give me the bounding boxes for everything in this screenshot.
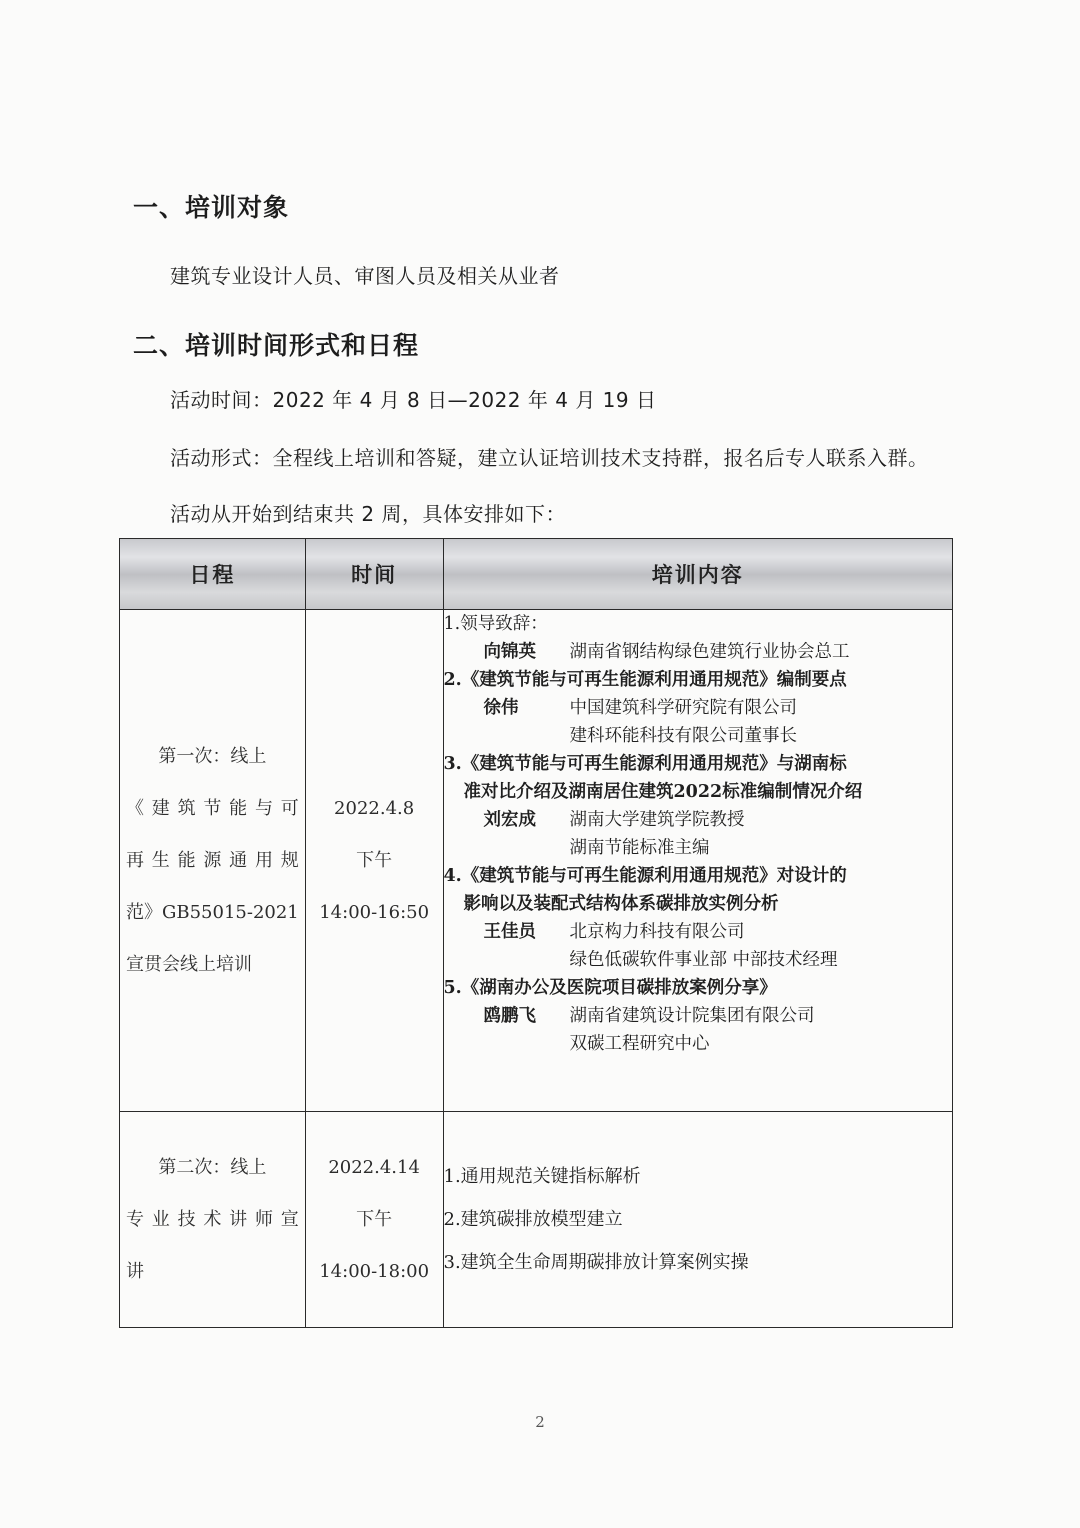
activity-time: 活动时间：2022 年 4 月 8 日—2022 年 4 月 19 日	[170, 388, 657, 412]
period-text: 下午	[356, 1208, 393, 1230]
speaker-name: 刘宏成	[483, 810, 536, 830]
hours-text: 14:00-18:00	[319, 1260, 430, 1282]
section1-body: 建筑专业设计人员、审图人员及相关从业者	[170, 264, 560, 288]
time-cell	[305, 610, 443, 1112]
schedule-line: 《建筑节能与可	[126, 797, 299, 819]
schedule-line: 第一次：线上	[158, 745, 267, 767]
speaker-line	[444, 638, 953, 666]
content-cell	[443, 1112, 953, 1328]
speaker-name: 鸥鹏飞	[483, 1006, 536, 1026]
speaker-name: 徐伟	[483, 698, 519, 718]
item-title: 3.《建筑节能与可再生能源利用通用规范》与湖南标	[443, 754, 847, 774]
activity-duration: 活动从开始到结束共 2 周，具体安排如下：	[170, 502, 566, 526]
speaker-org: 北京构力科技有限公司	[569, 922, 745, 942]
item-title: 2.《建筑节能与可再生能源利用通用规范》编制要点	[443, 670, 847, 690]
schedule-line: 专业技术讲师宣	[126, 1208, 299, 1230]
speaker-org: 湖南节能标准主编	[569, 838, 710, 858]
schedule-table	[119, 538, 953, 1328]
table-row	[120, 1112, 953, 1328]
date-text: 2022.4.14	[328, 1156, 420, 1178]
date-text: 2022.4.8	[334, 797, 415, 819]
item-title: 影响以及装配式结构体系碳排放实例分析	[463, 894, 779, 914]
activity-form: 活动形式：全程线上培训和答疑，建立认证培训技术支持群，报名后专人联系入群。	[170, 446, 929, 470]
schedule-line: 范》GB55015-2021	[126, 901, 299, 923]
list-item: 3.建筑全生命周期碳排放计算案例实操	[443, 1252, 749, 1273]
section1-heading: 一、培训对象	[133, 193, 290, 222]
schedule-line: 再生能源通用规	[126, 849, 299, 871]
item-title: 准对比介绍及湖南居住建筑2022标准编制情况介绍	[463, 782, 863, 802]
speaker-name: 王佳员	[483, 922, 536, 942]
list-item: 2.建筑碳排放模型建立	[443, 1209, 623, 1230]
header-time: 时间	[305, 539, 443, 610]
period-text: 下午	[356, 849, 393, 871]
header-content: 培训内容	[443, 539, 953, 610]
page-number: 2	[535, 1413, 545, 1431]
speaker-line	[444, 1002, 953, 1030]
table-row	[120, 610, 953, 1112]
list-item: 1.通用规范关键指标解析	[443, 1166, 641, 1187]
schedule-line: 宣贯会线上培训	[126, 953, 252, 975]
speaker-org: 中国建筑科学研究院有限公司	[569, 698, 797, 718]
speaker-org: 绿色低碳软件事业部 中部技术经理	[569, 950, 838, 970]
schedule-cell	[120, 610, 306, 1112]
section2-heading: 二、培训时间形式和日程	[133, 331, 420, 360]
speaker-org: 湖南省建筑设计院集团有限公司	[569, 1006, 815, 1026]
speaker-name: 向锦英	[483, 642, 536, 662]
content-cell	[443, 610, 953, 1112]
item-title: 5.《湖南办公及医院项目碳排放案例分享》	[443, 978, 777, 998]
time-cell	[305, 1112, 443, 1328]
schedule-line: 第二次：线上	[158, 1156, 267, 1178]
speaker-org: 建科环能科技有限公司董事长	[569, 726, 797, 746]
schedule-line: 讲	[126, 1260, 144, 1282]
speaker-org: 湖南大学建筑学院教授	[569, 810, 745, 830]
schedule-cell	[120, 1112, 306, 1328]
speaker-line	[444, 918, 953, 946]
speaker-line	[444, 806, 953, 834]
speaker-line	[444, 694, 953, 722]
header-schedule: 日程	[120, 539, 306, 610]
table-header-row	[120, 539, 953, 610]
hours-text: 14:00-16:50	[319, 901, 430, 923]
speaker-org: 双碳工程研究中心	[569, 1034, 710, 1054]
item-title: 1.领导致辞：	[443, 614, 548, 634]
speaker-org: 湖南省钢结构绿色建筑行业协会总工	[569, 642, 850, 662]
item-title: 4.《建筑节能与可再生能源利用通用规范》对设计的	[443, 866, 847, 886]
